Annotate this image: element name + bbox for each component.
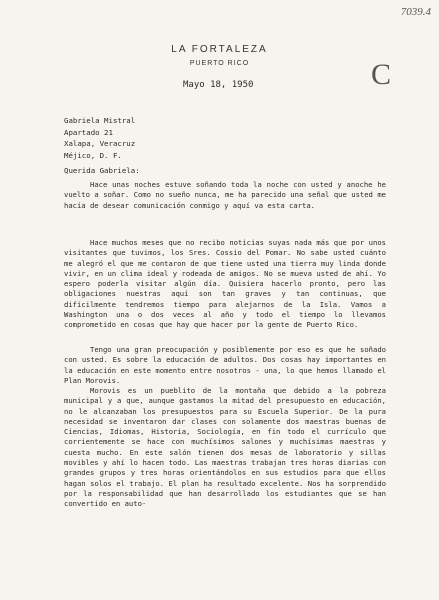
paragraph-text: Hace muchos meses que no recibo noticias suyas nada más que por unos visitantes que tuvimos, los Sres. Cossio del Pomar. No sabe usted cuánto me alegró el que me contaron de que tiene usted una tierra muy linda donde vivir, en un clima ideal y rodeada de amigos. No se mueva usted de ahí. Yo espero poderla visitar algún día. Quisiera hacerlo pronto, pero las obligaciones nuestras aquí son tan graves y tan continuas, que difícilmente tendremos tiempo para alejarnos de la Isla. Vamos a Washington una o dos veces al año y todo el tiempo lo llevamos comprometido en cosas que hay que hacer por la gente de Puerto Rico. [64, 238, 386, 330]
letterhead-place: PUERTO RICO [189, 60, 250, 67]
greeting: Querida Gabriela: [64, 166, 140, 175]
archive-number: 7039.4 [400, 6, 431, 18]
letterhead-name: LA FORTALEZA [171, 44, 268, 55]
paragraph [64, 238, 386, 331]
paragraph [64, 345, 386, 386]
paragraph-text: Hace unas noches estuve soñando toda la noche con usted y anoche he vuelto a soñar. Como no sueño nunca, me ha parecido una señal que usted me hacía de desear comunicación conmigo y aquí va esta carta. [64, 180, 386, 210]
addressee-line: Gabriela Mistral [64, 116, 136, 125]
addressee-line: Méjico, D. F. [64, 150, 122, 160]
margin-mark: C [370, 58, 391, 91]
addressee-line: Apartado 21 [64, 127, 113, 137]
paragraph [64, 180, 386, 211]
addressee-line: Xalapa, Veracruz [64, 139, 136, 148]
paragraph-text: Tengo una gran preocupación y posiblemente por eso es que he soñado con usted. Es sobre la educación de adultos. Dos cosas hay importantes en la educación en este momento entre nosotros - una, lo que hemos llamado el Plan Morovis. [64, 345, 386, 385]
addressee-block [64, 115, 135, 161]
paragraph-text: Morovis es un pueblito de la montaña que debido a la pobreza municipal y a que, aunque gastamos la mitad del presupuesto en educación, no le alcanzaban los presupuestos para su Escuela Superior. De la pura necesidad se inventaron dar clases con solamente dos maestras buenas de Ciencias, Idiomas, Historia, Sociología, en fin todo el currículo que corrientemente se hace con muchísimos salones y muchísimas maestras y cuesta mucho. En este salón tienen dos mesas de laboratorio y sillas movibles y ahí lo hacen todo. Las maestras trabajan tres horas diarias con grandes grupos y tres horas orientándolos en sus estudios para que ellos hagan solos el trabajo. El plan ha resultado excelente. Nos ha sorprendido por la responsabilidad que han desarrollado los estudiantes que se han convertido en auto- [64, 386, 386, 509]
paragraph [64, 386, 386, 510]
letter-date: Mayo 18, 1950 [183, 80, 254, 90]
